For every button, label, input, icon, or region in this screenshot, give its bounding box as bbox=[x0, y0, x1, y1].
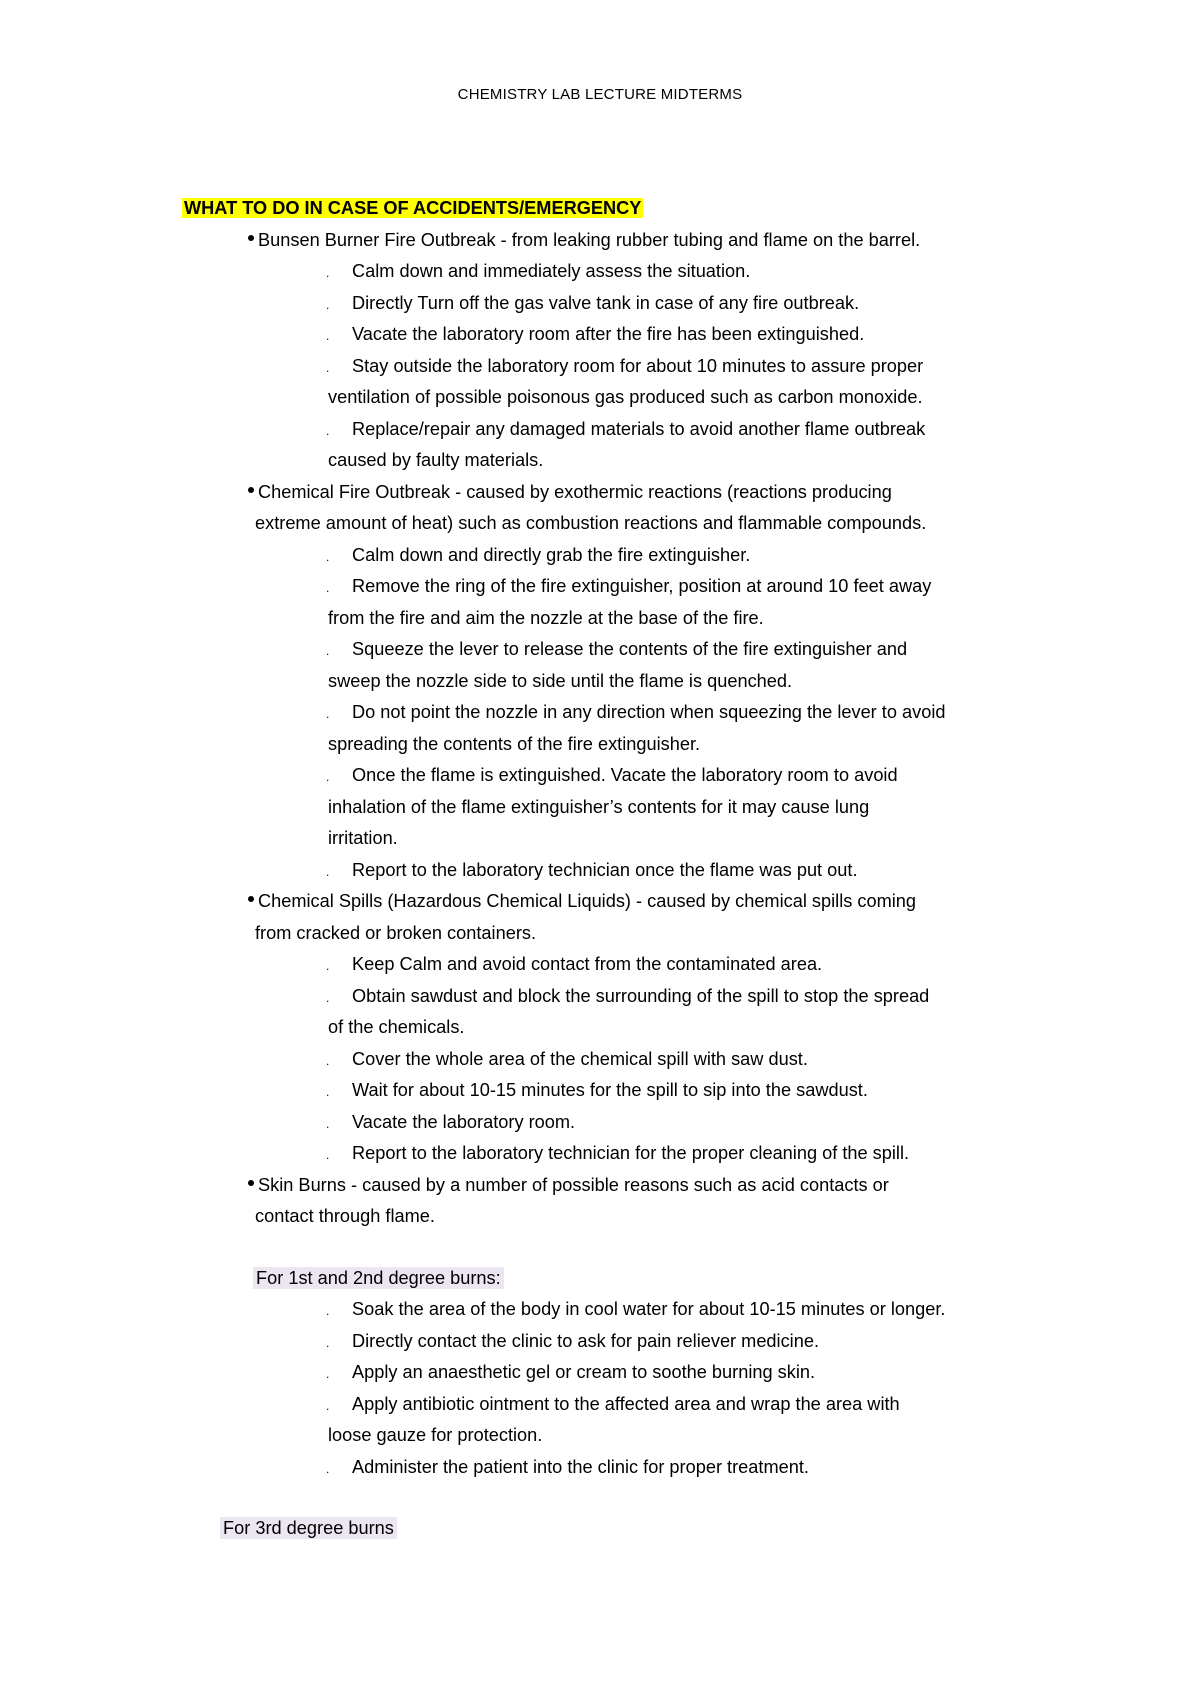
step-item bbox=[0, 949, 1200, 981]
step-item-continuation bbox=[0, 792, 1200, 824]
step-marker: . bbox=[326, 581, 330, 595]
step-item bbox=[0, 1138, 1200, 1170]
step-text: Keep Calm and avoid contact from the contaminated area. bbox=[352, 954, 823, 974]
step-text: Squeeze the lever to release the contents of the fire extinguisher and bbox=[352, 639, 908, 659]
step-item-continuation bbox=[0, 666, 1200, 698]
step-marker: . bbox=[326, 360, 330, 375]
step-marker: . bbox=[326, 1398, 330, 1413]
section-heading-line bbox=[0, 193, 1200, 225]
step-item bbox=[0, 1357, 1200, 1389]
step-marker: . bbox=[326, 707, 330, 721]
step-item bbox=[0, 1044, 1200, 1076]
step-text: Calm down and directly grab the fire extinguisher. bbox=[352, 544, 751, 565]
step-marker: . bbox=[326, 297, 330, 312]
bullet-list bbox=[0, 225, 1200, 1233]
step-item-continuation bbox=[0, 445, 1200, 477]
bullet-text: extreme amount of heat) such as combustion reactions and flammable compounds. bbox=[255, 513, 927, 533]
step-marker: . bbox=[326, 1116, 330, 1131]
step-text: Once the flame is extinguished. Vacate the laboratory room to avoid bbox=[352, 765, 898, 785]
step-item bbox=[0, 256, 1200, 288]
step-marker: . bbox=[326, 959, 330, 973]
burns-12-heading-line bbox=[0, 1263, 1200, 1295]
bullet-text: Skin Burns - caused by a number of possible reasons such as acid contacts or bbox=[258, 1174, 889, 1195]
step-marker: . bbox=[326, 1461, 330, 1476]
step-text: Report to the laboratory technician for the proper cleaning of the spill. bbox=[352, 1143, 910, 1163]
step-item bbox=[0, 981, 1200, 1013]
step-text: of the chemicals. bbox=[328, 1017, 465, 1037]
step-text: Obtain sawdust and block the surrounding of the spill to stop the spread bbox=[352, 985, 930, 1006]
step-text: Calm down and immediately assess the situation. bbox=[352, 261, 751, 281]
step-item bbox=[0, 1294, 1200, 1326]
step-text: Administer the patient into the clinic for proper treatment. bbox=[352, 1456, 809, 1477]
step-text: ventilation of possible poisonous gas produced such as carbon monoxide. bbox=[328, 387, 923, 407]
step-item bbox=[0, 634, 1200, 666]
step-item bbox=[0, 1075, 1200, 1107]
step-text: Apply an anaesthetic gel or cream to soothe burning skin. bbox=[352, 1362, 816, 1382]
page-header: CHEMISTRY LAB LECTURE MIDTERMS bbox=[457, 86, 743, 103]
document-body bbox=[0, 193, 1200, 1545]
step-marker: . bbox=[326, 329, 330, 343]
bullet-item bbox=[0, 225, 1200, 257]
step-text: Cover the whole area of the chemical spill with saw dust. bbox=[352, 1048, 808, 1069]
step-item bbox=[0, 760, 1200, 792]
step-item bbox=[0, 571, 1200, 603]
step-text: caused by faulty materials. bbox=[328, 450, 544, 470]
step-item-continuation bbox=[0, 823, 1200, 855]
step-item bbox=[0, 351, 1200, 383]
step-text: Vacate the laboratory room after the fire has been extinguished. bbox=[352, 324, 865, 344]
bullet-item bbox=[0, 1170, 1200, 1202]
bullet-icon bbox=[248, 896, 254, 902]
step-marker: . bbox=[326, 770, 330, 784]
step-marker: . bbox=[326, 266, 330, 280]
step-item-continuation bbox=[0, 1420, 1200, 1452]
bullet-item-continuation bbox=[0, 1201, 1200, 1233]
step-text: Directly Turn off the gas valve tank in case of any fire outbreak. bbox=[352, 292, 860, 313]
step-text: Stay outside the laboratory room for about 10 minutes to assure proper bbox=[352, 355, 924, 376]
step-text: sweep the nozzle side to side until the flame is quenched. bbox=[328, 670, 793, 691]
bullet-text: contact through flame. bbox=[255, 1206, 435, 1226]
step-text: Soak the area of the body in cool water for about 10-15 minutes or longer. bbox=[352, 1299, 946, 1319]
step-marker: . bbox=[326, 1085, 330, 1099]
burns-3-title: For 3rd degree burns bbox=[220, 1517, 397, 1539]
bullet-text: Chemical Spills (Hazardous Chemical Liquids) - caused by chemical spills coming bbox=[258, 891, 917, 911]
step-text: Do not point the nozzle in any direction when squeezing the lever to avoid bbox=[352, 702, 946, 722]
step-text: Wait for about 10-15 minutes for the spill to sip into the sawdust. bbox=[352, 1080, 868, 1100]
step-item bbox=[0, 319, 1200, 351]
bullet-text: from cracked or broken containers. bbox=[255, 922, 537, 943]
step-marker: . bbox=[326, 549, 330, 564]
bullet-item-continuation bbox=[0, 508, 1200, 540]
step-marker: . bbox=[326, 990, 330, 1005]
step-item bbox=[0, 1326, 1200, 1358]
bullet-icon bbox=[248, 1180, 254, 1186]
step-marker: . bbox=[326, 1335, 330, 1350]
step-text: Report to the laboratory technician once the flame was put out. bbox=[352, 859, 858, 880]
step-item bbox=[0, 1389, 1200, 1421]
step-text: Replace/repair any damaged materials to avoid another flame outbreak bbox=[352, 418, 926, 439]
step-text: Remove the ring of the fire extinguisher, position at around 10 feet away bbox=[352, 576, 932, 596]
step-item-continuation bbox=[0, 603, 1200, 635]
spacer bbox=[0, 1233, 1200, 1263]
bullet-text: Bunsen Burner Fire Outbreak - from leaking rubber tubing and flame on the barrel. bbox=[258, 229, 921, 250]
burns-12-steps bbox=[0, 1294, 1200, 1483]
burns-12-title: For 1st and 2nd degree burns: bbox=[253, 1267, 504, 1289]
step-text: loose gauze for protection. bbox=[328, 1425, 543, 1445]
step-text: Directly contact the clinic to ask for pain reliever medicine. bbox=[352, 1330, 820, 1351]
step-text: inhalation of the flame extinguisher’s contents for it may cause lung bbox=[328, 796, 870, 817]
bullet-text: Chemical Fire Outbreak - caused by exothermic reactions (reactions producing bbox=[258, 481, 892, 502]
bullet-icon bbox=[248, 235, 254, 241]
bullet-item-continuation bbox=[0, 918, 1200, 950]
step-text: Apply antibiotic ointment to the affected area and wrap the area with bbox=[352, 1393, 900, 1414]
step-item bbox=[0, 540, 1200, 572]
step-item-continuation bbox=[0, 729, 1200, 761]
bullet-icon bbox=[248, 487, 254, 493]
section-title: WHAT TO DO IN CASE OF ACCIDENTS/EMERGENCY bbox=[184, 198, 642, 218]
step-marker: . bbox=[326, 864, 330, 879]
burns-3-heading-line bbox=[0, 1513, 1200, 1545]
bullet-item bbox=[0, 477, 1200, 509]
step-marker: . bbox=[326, 1367, 330, 1381]
step-marker: . bbox=[326, 1148, 330, 1162]
step-item-continuation bbox=[0, 382, 1200, 414]
spacer bbox=[0, 1483, 1200, 1513]
step-item bbox=[0, 697, 1200, 729]
step-marker: . bbox=[326, 1304, 330, 1318]
step-item bbox=[0, 1452, 1200, 1484]
step-item bbox=[0, 414, 1200, 446]
step-item bbox=[0, 855, 1200, 887]
step-text: irritation. bbox=[328, 828, 398, 848]
bullet-item bbox=[0, 886, 1200, 918]
step-item-continuation bbox=[0, 1012, 1200, 1044]
step-marker: . bbox=[326, 644, 330, 658]
step-text: spreading the contents of the fire extinguisher. bbox=[328, 733, 701, 754]
step-item bbox=[0, 288, 1200, 320]
step-marker: . bbox=[326, 1053, 330, 1068]
step-text: from the fire and aim the nozzle at the base of the fire. bbox=[328, 607, 764, 628]
step-item bbox=[0, 1107, 1200, 1139]
step-text: Vacate the laboratory room. bbox=[352, 1111, 576, 1132]
step-marker: . bbox=[326, 423, 330, 438]
